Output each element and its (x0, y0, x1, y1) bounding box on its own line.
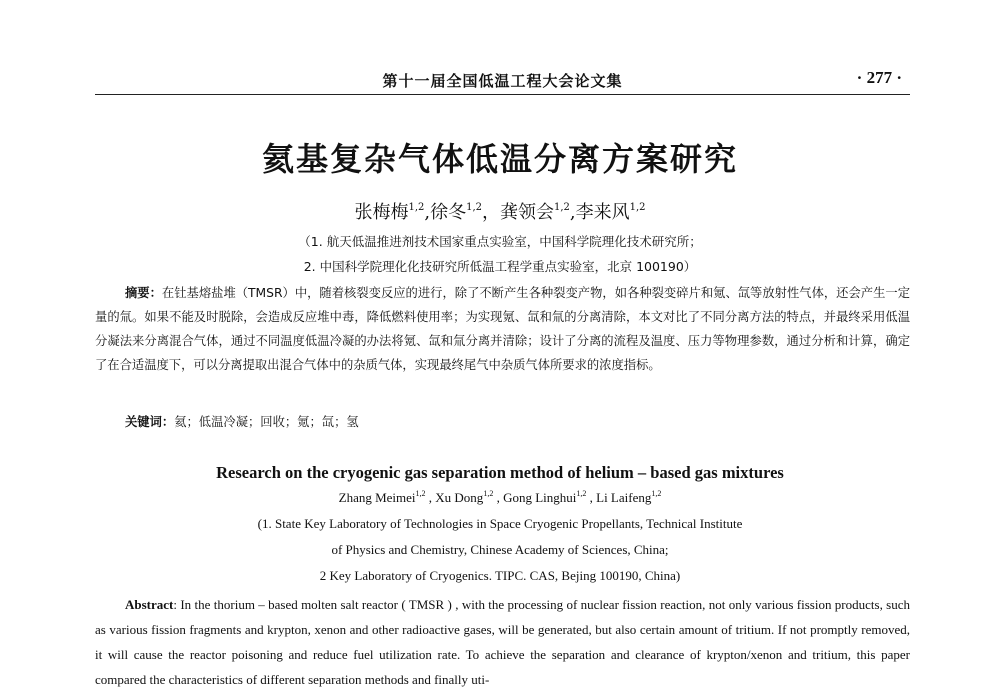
author-name: Xu Dong (435, 490, 484, 505)
author-name: 李来风 (575, 202, 630, 223)
author-affiliation-mark: 1,2 (554, 202, 570, 213)
author-affiliation-mark: 1,2 (651, 489, 662, 498)
english-abstract (95, 592, 910, 687)
chinese-abstract-text: 在钍基熔盐堆（TMSR）中，随着核裂变反应的进行，除了不断产生各种裂变产物，如各种裂变碎片和氪、氙等放射性气体，还会产生一定量的氚。如果不能及时脱除，会造成反应堆中毒，降低燃料使用率；为实现氪、氙和氚的分离清除，本文对比了不同分离方法的特点，并最终采用低温分凝法来分离混合气体，通过不同温度低温冷凝的办法将氪、氙和氚分离并清除；设计了分离的流程及温度、压力等物理参数，通过分析和计算，确定了在合适温度下，可以分离提取出混合气体中的杂质气体，实现最终尾气中杂质气体所要求的浓度指标。 (95, 286, 910, 372)
author-affiliation-mark: 1,2 (408, 202, 425, 213)
author-affiliation-mark: 1,2 (415, 489, 426, 498)
author-affiliation-mark: 1,2 (483, 489, 494, 498)
author-name: Gong Linghui (503, 490, 577, 505)
author-separator: , (493, 490, 504, 505)
author-separator: ， (482, 202, 500, 223)
chinese-keywords (125, 412, 359, 430)
author-affiliation-mark: 1,2 (466, 202, 482, 213)
author-affiliation-mark: 1,2 (629, 202, 646, 213)
chinese-affiliation-1: （1. 航天低温推进剂技术国家重点实验室，中国科学院理化技术研究所； (298, 234, 702, 249)
chinese-abstract-label: 摘要： (125, 286, 162, 300)
running-header (95, 68, 910, 95)
english-author-list (0, 490, 1000, 506)
author-separator: , (424, 202, 431, 223)
journal-title: 第十一届全国低温工程大会论文集 (382, 72, 623, 90)
chinese-author-list (0, 198, 1000, 224)
author-affiliation-mark: 1,2 (576, 489, 587, 498)
page-number: · 277 · (856, 68, 902, 87)
author-separator: , (569, 202, 576, 223)
chinese-keywords-text: 氦；低温冷凝；回收；氪；氙；氢 (174, 415, 359, 429)
english-title: Research on the cryogenic gas separation method of helium – based gas mixtures (216, 463, 784, 482)
english-affiliation-2: of Physics and Chemistry, Chinese Academy of Sciences, China; (331, 542, 669, 557)
author-separator: , (425, 490, 436, 505)
english-abstract-label: Abstract (125, 597, 174, 612)
english-affiliation-1: (1. State Key Laboratory of Technologies in Space Cryogenic Propellants, Technical Institute (257, 516, 743, 531)
author-separator: , (586, 490, 597, 505)
chinese-title: 氦基复杂气体低温分离方案研究 (261, 140, 738, 178)
chinese-keywords-label: 关键词： (125, 415, 175, 429)
author-name: Li Laifeng (596, 490, 652, 505)
english-abstract-text: : In the thorium – based molten salt reactor ( TMSR ) , with the processing of nuclear fission reaction, not only various fission products, such as various fission fragments and krypton, xenon and other radioactive gases, will be generated, but also certain amount of tritium. If not promptly removed, it will cause the reactor poisoning and reduce fuel utilization rate. To achieve the separation and clearance of krypton/xenon and tritium, this paper compared the characteristics of different separation methods and finally uti- (95, 597, 910, 687)
author-name: 张梅梅 (354, 202, 409, 223)
chinese-affiliation-2: 2. 中国科学院理化化技研究所低温工程学重点实验室，北京 100190） (303, 259, 697, 274)
chinese-abstract (95, 281, 910, 377)
english-affiliation-3: 2 Key Laboratory of Cryogenics. TIPC. CAS, Bejing 100190, China) (319, 568, 681, 583)
author-name: 龚领会 (500, 202, 554, 223)
author-name: Zhang Meimei (338, 490, 416, 505)
author-name: 徐冬 (430, 202, 467, 223)
